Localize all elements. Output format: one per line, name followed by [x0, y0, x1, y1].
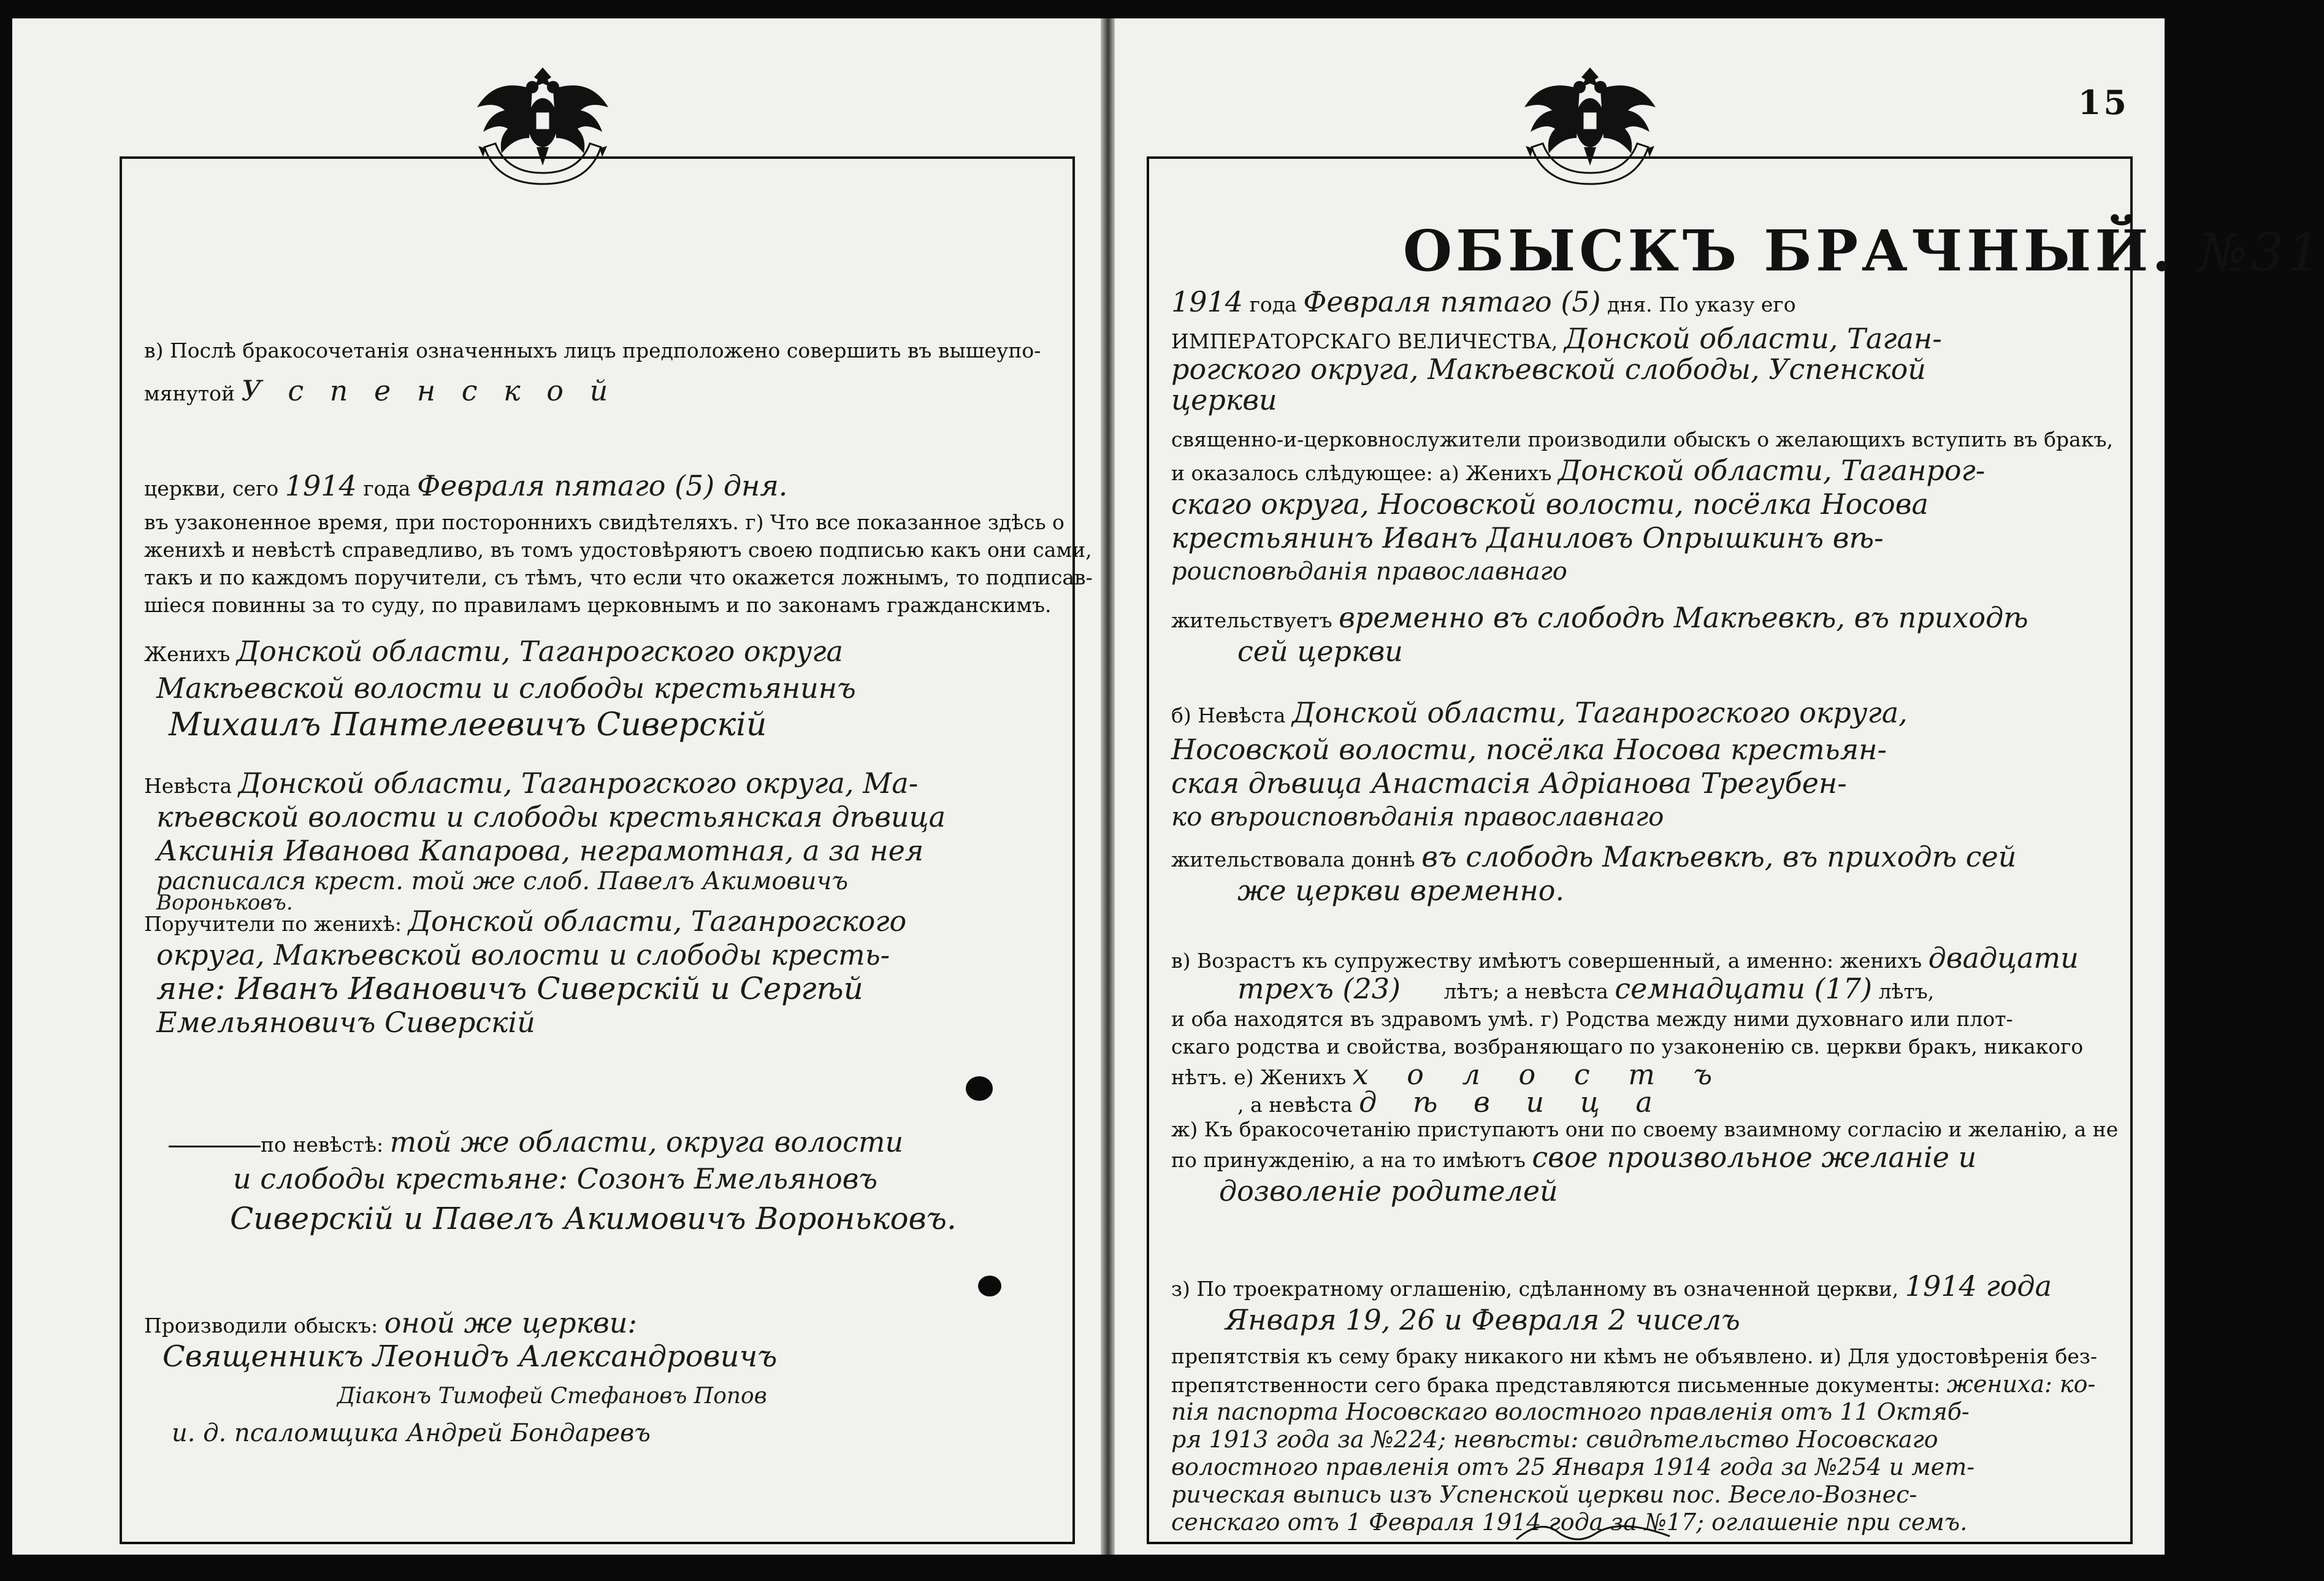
clause-c-line: в) Послѣ бракосочетанія означенныхъ лицъ предположено совершить въ вышеупо- — [144, 339, 1041, 362]
bride-sureties-line: по невѣстѣ: той же области, округа волости — [169, 1128, 903, 1158]
bride-handwriting: кѣевской волости и слободы крестьянская дѣвица — [156, 800, 946, 833]
book-gutter — [1101, 18, 1115, 1555]
groom-sureties-handwriting: яне: Иванъ Ивановичъ Сиверскій и Сергѣй — [156, 971, 863, 1006]
parish-handwriting: церкви — [1171, 383, 1277, 416]
marital-status-line: , а невѣста д ѣ в и ц а — [1237, 1085, 1666, 1119]
performed-by-line: Производили обыскъ: оной же церкви: — [144, 1306, 637, 1339]
psalmist-signature: и. д. псаломщика Андрей Бондаревъ — [172, 1419, 651, 1447]
marital-status-line: нѣтъ. е) Женихъ х о л о с т ъ — [1171, 1058, 1727, 1091]
clause-d-date-line: церкви, сего 1914 года Февраля пятаго (5) дня. — [144, 469, 788, 502]
documents-handwriting: рическая выпись изъ Успенской церкви пос. Весело-Вознес- — [1171, 1481, 1917, 1508]
clergy-line: священно-и-церковнослужители производили обыскъ о желающихъ вступить въ бракъ, — [1171, 427, 2113, 451]
documents-handwriting: сенскаго отъ 1 Февраля 1914 года за №17; оглашеніе при семъ. — [1171, 1509, 1968, 1536]
bride-sureties-handwriting: Сиверскій и Павелъ Акимовичъ Вороньковъ. — [230, 1201, 957, 1236]
clause-c-church-line: мянутой У с п е н с к о й — [144, 374, 617, 407]
groom-handwriting: роисповѣданія православнаго — [1171, 557, 1567, 586]
ink-blot — [978, 1276, 1001, 1296]
bride-line: б) Невѣста Донской области, Таганрогского округа, — [1171, 696, 1908, 729]
bride-sureties-handwriting: и слободы крестьяне: Созонъ Емельяновъ — [233, 1162, 878, 1195]
groom-residence-line: жительствуетъ временно въ слободѣ Макѣевкѣ, въ приходѣ — [1171, 601, 2028, 634]
bride-handwriting: расписался крест. той же слоб. Павелъ Акимовичъ — [156, 867, 849, 895]
date-line: 1914 года Февраля пятаго (5) дня. По указу его — [1171, 285, 1796, 318]
groom-sureties-line: Поручители по женихѣ: Донской области, Таганрогского — [144, 905, 907, 938]
groom-residence-handwriting: сей церкви — [1237, 635, 1403, 668]
right-page — [1115, 18, 2324, 1555]
groom-sureties-handwriting: округа, Макѣевской волости и слободы кресть- — [156, 938, 890, 971]
bride-handwriting: Носовской волости, посёлка Носова крестьян- — [1171, 733, 1887, 766]
page-number: 15 — [2077, 83, 2129, 122]
groom-handwriting: крестьянинъ Иванъ Даниловъ Опрышкинъ вѣ- — [1171, 521, 1884, 554]
groom-line: Женихъ Донской области, Таганрогского округа — [144, 635, 843, 668]
document-title: ОБЫСКЪ БРАЧНЫЙ. №31 — [1403, 218, 2324, 284]
documents-handwriting: пія паспорта Носовскаго волостного правленія отъ 11 Октяб- — [1171, 1398, 1970, 1425]
priest-signature: Священникъ Леонидъ Александровичъ — [162, 1339, 778, 1374]
clause-e-line: въ узаконенное время, при постороннихъ свидѣтеляхъ. г) Что все показанное здѣсь о — [144, 510, 1065, 534]
documents-line: препятственности сего брака представляются письменные документы: жениха: ко- — [1171, 1371, 2096, 1398]
age-line: трехъ (23) лѣтъ; а невѣста семнадцати (17) лѣтъ, — [1237, 972, 1935, 1005]
bride-handwriting: Аксинія Иванова Капарова, неграмотная, а за нея — [156, 834, 924, 867]
banns-dates-handwriting: Января 19, 26 и Февраля 2 чиселъ — [1225, 1303, 1740, 1336]
parish-handwriting: рогского округа, Макѣевской слободы, Успенской — [1171, 353, 1926, 386]
clause-e-line: женихѣ и невѣстѣ справедливо, въ томъ удостовѣряютъ своею подписью какъ они сами, — [144, 538, 1092, 562]
kinship-line: скаго родства и свойства, возбраняющаго по узаконенію св. церкви бракъ, никакого — [1171, 1035, 2084, 1058]
groom-line: и оказалось слѣдующее: а) Женихъ Донской области, Таганрог- — [1171, 454, 1986, 487]
clause-e-line: такъ и по каждомъ поручители, съ тѣмъ, что если что окажется ложнымъ, то подписав- — [144, 565, 1093, 589]
banns-line: з) По троекратному оглашенію, сдѣланному въ означенной церкви, 1914 года — [1171, 1269, 2052, 1303]
age-line: в) Возрастъ къ супружеству имѣютъ совершенный, а именно: женихъ двадцати — [1171, 941, 2079, 974]
bride-handwriting: ко вѣроисповѣданія православнаго — [1171, 802, 1664, 832]
left-page — [12, 18, 1101, 1555]
bride-line: Невѣста Донской области, Таганрогского округа, Ма- — [144, 767, 919, 800]
consent-line: по принужденію, а на то имѣютъ свое произвольное желаніе и — [1171, 1141, 1977, 1174]
bride-residence-handwriting: же церкви временно. — [1237, 874, 1565, 907]
groom-handwriting: скаго округа, Носовской волости, посёлка Носова — [1171, 488, 1928, 521]
documents-handwriting: ря 1913 года за №224; невѣсты: свидѣтельство Носовскаго — [1171, 1426, 1938, 1453]
kinship-line: и оба находятся въ здравомъ умѣ. г) Родства между ними духовнаго или плот- — [1171, 1007, 2013, 1031]
consent-handwriting: дозволеніе родителей — [1219, 1174, 1558, 1208]
authority-line: ИМПЕРАТОРСКАГО ВЕЛИЧЕСТВА, Донской области, Таган- — [1171, 322, 1942, 355]
documents-handwriting: волостного правленія отъ 25 Января 1914 года за №254 и мет- — [1171, 1453, 1975, 1480]
groom-name-handwriting: Михаилъ Пантелеевичъ Сиверскій — [169, 706, 767, 743]
clause-e-line: шіеся повинны за то суду, по правиламъ церковнымъ и по законамъ гражданскимъ. — [144, 593, 1052, 617]
church-name-handwriting: У с п е н с к о й — [241, 374, 617, 407]
consent-line: ж) Къ бракосочетанію приступаютъ они по своему взаимному согласію и желанію, а не — [1171, 1117, 2119, 1141]
deacon-signature: Діаконъ Тимофей Стефановъ Попов — [337, 1384, 767, 1409]
ink-blot — [966, 1076, 993, 1101]
groom-handwriting: Макѣевской волости и слободы крестьянинъ — [156, 672, 856, 705]
groom-sureties-handwriting: Емельяновичъ Сиверскій — [156, 1006, 535, 1039]
bride-residence-line: жительствовала доннѣ въ слободѣ Макѣевкѣ, въ приходѣ сей — [1171, 840, 2017, 873]
record-number-handwriting: №31 — [2198, 223, 2324, 283]
bride-handwriting: ская дѣвица Анастасія Адріанова Трегубен- — [1171, 767, 1847, 800]
signature-flourish — [1513, 1515, 1673, 1545]
bride-handwriting: Вороньковъ. — [156, 890, 293, 915]
documents-line: препятствія къ сему браку никакого ни кѣмъ не объявлено. и) Для удостовѣренія без- — [1171, 1344, 2098, 1368]
